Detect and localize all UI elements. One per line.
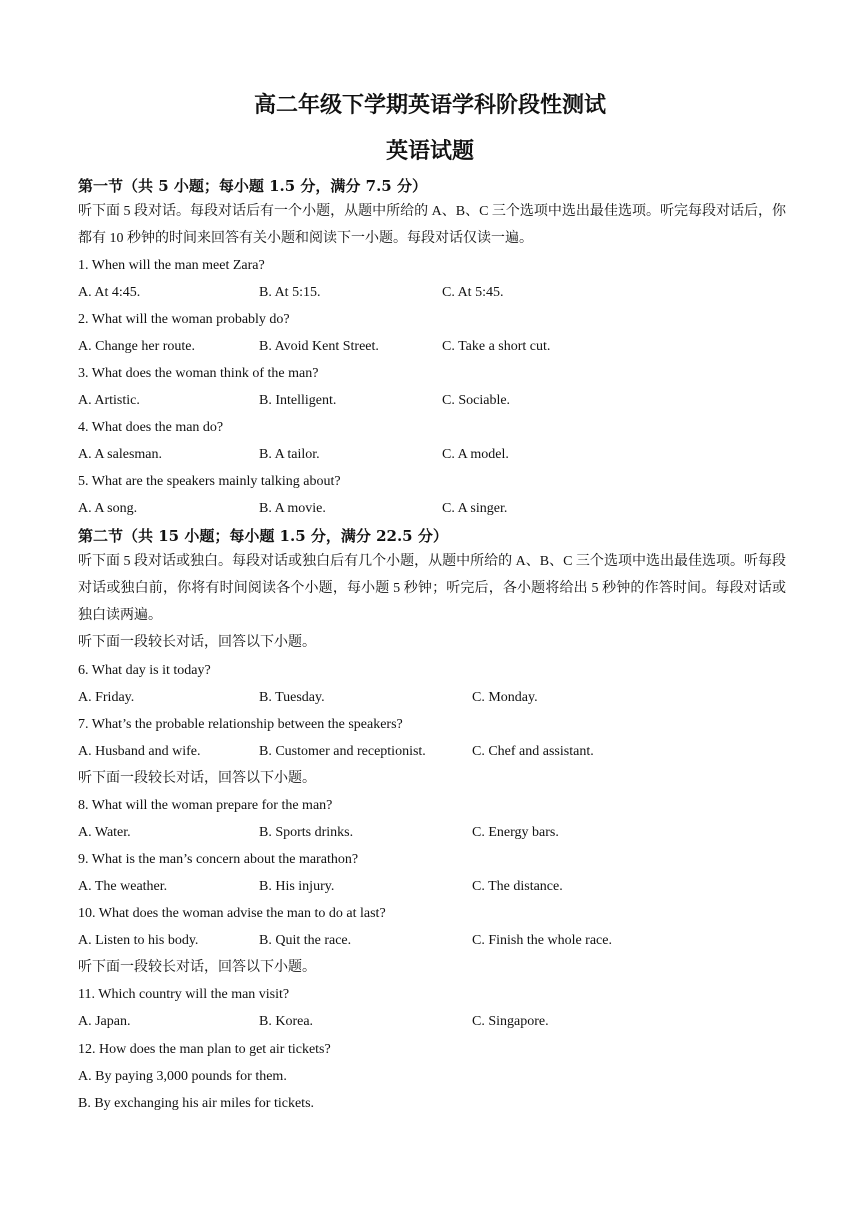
option-8c: C. Energy bars. [472, 825, 559, 840]
option-12b: B. By exchanging his air miles for tickets. [78, 1096, 315, 1111]
option-10b: B. Quit the race. [259, 933, 352, 948]
option-1c: C. At 5:45. [442, 285, 504, 300]
exam-subtitle: 英语试题 [385, 138, 474, 164]
question-12: 12. How does the man plan to get air tickets? [78, 1042, 331, 1057]
option-9b: B. His injury. [259, 879, 335, 894]
section2-instructions: 听下面 5 段对话或独白。每段对话或独白后有几个小题，从题中所给的 A、B、C 三个选项中选出最佳选项。听每段对话或独白前，你将有时间阅读各个小题，每小题 5 秒钟；听完后，各小题将给出 5 秒钟的作答时间。每段对话或独白读两遍。 [78, 554, 786, 623]
question-10: 10. What does the woman advise the man to do at last? [78, 906, 386, 921]
option-11a: A. Japan. [78, 1014, 131, 1029]
option-7b: B. Customer and receptionist. [259, 744, 426, 759]
question-6: 6. What day is it today? [78, 663, 211, 678]
option-3a: A. Artistic. [78, 393, 140, 408]
option-3c: C. Sociable. [442, 393, 511, 408]
option-10c: C. Finish the whole race. [472, 933, 612, 948]
dialogue-intro-3: 听下面一段较长对话，回答以下小题。 [78, 960, 316, 975]
option-11b: B. Korea. [259, 1014, 314, 1029]
option-1a: A. At 4:45. [78, 285, 141, 300]
option-5b: B. A movie. [259, 501, 326, 516]
question-1: 1. When will the man meet Zara? [78, 258, 265, 273]
option-7a: A. Husband and wife. [78, 744, 201, 759]
question-8: 8. What will the woman prepare for the man? [78, 798, 333, 813]
exam-title: 高二年级下学期英语学科阶段性测试 [253, 92, 606, 118]
question-7: 7. What’s the probable relationship between the speakers? [78, 717, 403, 732]
option-4c: C. A model. [442, 447, 509, 462]
question-2: 2. What will the woman probably do? [78, 312, 290, 327]
option-6b: B. Tuesday. [259, 690, 325, 705]
question-5: 5. What are the speakers mainly talking about? [78, 474, 341, 489]
option-3b: B. Intelligent. [259, 393, 337, 408]
option-2c: C. Take a short cut. [442, 339, 551, 354]
option-6a: A. Friday. [78, 690, 135, 705]
question-4: 4. What does the man do? [78, 420, 224, 435]
section1-heading: 第一节（共 5 小题；每小题 1.5 分，满分 7.5 分） [78, 177, 427, 195]
option-8a: A. Water. [78, 825, 131, 840]
question-3: 3. What does the woman think of the man? [78, 366, 319, 381]
option-7c: C. Chef and assistant. [472, 744, 594, 759]
question-9: 9. What is the man’s concern about the marathon? [78, 852, 359, 867]
option-4b: B. A tailor. [259, 447, 320, 462]
question-11: 11. Which country will the man visit? [78, 987, 290, 1002]
option-2a: A. Change her route. [78, 339, 196, 354]
option-11c: C. Singapore. [472, 1014, 549, 1029]
option-5c: C. A singer. [442, 501, 508, 516]
dialogue-intro-1: 听下面一段较长对话，回答以下小题。 [78, 635, 316, 650]
option-4a: A. A salesman. [78, 447, 162, 462]
option-1b: B. At 5:15. [259, 285, 321, 300]
option-8b: B. Sports drinks. [259, 825, 354, 840]
option-9a: A. The weather. [78, 879, 168, 894]
option-6c: C. Monday. [472, 690, 538, 705]
option-2b: B. Avoid Kent Street. [259, 339, 379, 354]
section2-heading: 第二节（共 15 小题；每小题 1.5 分，满分 22.5 分） [78, 527, 448, 545]
section1-instructions: 听下面 5 段对话。每段对话后有一个小题，从题中所给的 A、B、C 三个选项中选出最佳选项。听完每段对话后，你都有 10 秒钟的时间来回答有关小题和阅读下一小题。每段对话仅读一遍。 [78, 204, 786, 246]
option-9c: C. The distance. [472, 879, 563, 894]
option-10a: A. Listen to his body. [78, 933, 199, 948]
option-5a: A. A song. [78, 501, 138, 516]
option-12a: A. By paying 3,000 pounds for them. [78, 1069, 287, 1084]
dialogue-intro-2: 听下面一段较长对话，回答以下小题。 [78, 771, 316, 786]
